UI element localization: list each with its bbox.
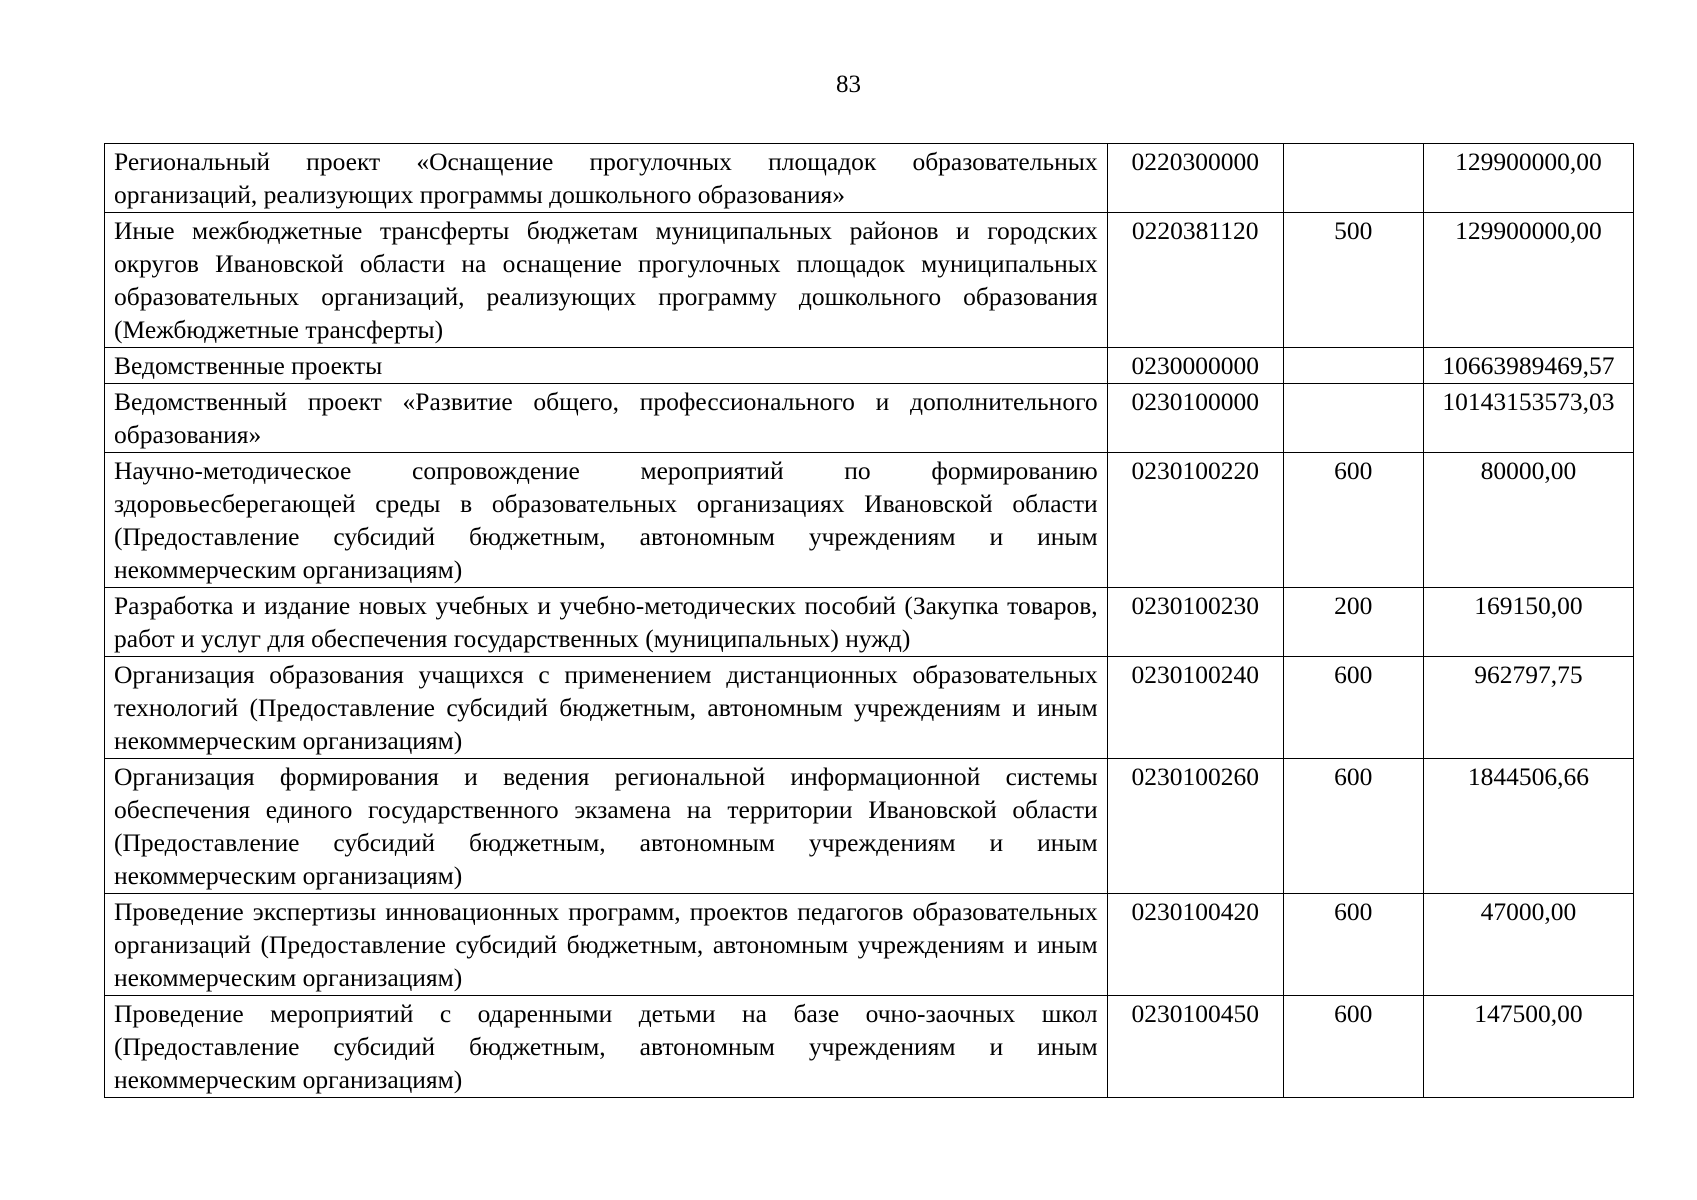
row-expense-type-cell: 600 — [1283, 996, 1423, 1098]
row-expense-type-cell — [1283, 384, 1423, 453]
row-expense-type-cell: 200 — [1283, 588, 1423, 657]
row-name-cell: Иные межбюджетные трансферты бюджетам муниципальных районов и городских округов Ивановской области на оснащение прогулочных площадок муниципальных образовательных организаций, реализующих программу дошкольного образования (Межбюджетные трансферты) — [105, 213, 1108, 348]
row-sum-cell: 47000,00 — [1423, 894, 1633, 996]
row-expense-type-cell — [1283, 348, 1423, 384]
row-sum-cell: 80000,00 — [1423, 453, 1633, 588]
row-name-cell: Научно-методическое сопровождение мероприятий по формированию здоровьесберегающей среды в образовательных организациях Ивановской области (Предоставление субсидий бюджетным, автономным учреждениям и иным некоммерческим организациям) — [105, 453, 1108, 588]
table-row — [105, 759, 1634, 894]
row-code-cell: 0230100230 — [1107, 588, 1283, 657]
row-code-cell: 0230100420 — [1107, 894, 1283, 996]
row-sum-cell: 10663989469,57 — [1423, 348, 1633, 384]
row-expense-type-cell: 600 — [1283, 657, 1423, 759]
row-sum-cell: 129900000,00 — [1423, 144, 1633, 213]
row-sum-cell: 1844506,66 — [1423, 759, 1633, 894]
table-row — [105, 657, 1634, 759]
row-name-cell: Ведомственные проекты — [105, 348, 1108, 384]
row-code-cell: 0230100220 — [1107, 453, 1283, 588]
row-name-cell: Проведение мероприятий с одаренными детьми на базе очно-заочных школ (Предоставление субсидий бюджетным, автономным учреждениям и иным некоммерческим организациям) — [105, 996, 1108, 1098]
row-sum-cell: 169150,00 — [1423, 588, 1633, 657]
row-code-cell: 0220381120 — [1107, 213, 1283, 348]
row-code-cell: 0230100240 — [1107, 657, 1283, 759]
table-row — [105, 144, 1634, 213]
page-number: 83 — [836, 71, 861, 98]
row-sum-cell: 129900000,00 — [1423, 213, 1633, 348]
row-sum-cell: 962797,75 — [1423, 657, 1633, 759]
table-row — [105, 894, 1634, 996]
table-row — [105, 453, 1634, 588]
row-sum-cell: 147500,00 — [1423, 996, 1633, 1098]
row-expense-type-cell: 600 — [1283, 894, 1423, 996]
row-code-cell: 0230000000 — [1107, 348, 1283, 384]
row-code-cell: 0220300000 — [1107, 144, 1283, 213]
table-row — [105, 996, 1634, 1098]
row-expense-type-cell: 600 — [1283, 759, 1423, 894]
row-expense-type-cell: 500 — [1283, 213, 1423, 348]
row-sum-cell: 10143153573,03 — [1423, 384, 1633, 453]
row-name-cell: Разработка и издание новых учебных и учебно-методических пособий (Закупка товаров, работ и услуг для обеспечения государственных (муниципальных) нужд) — [105, 588, 1108, 657]
row-name-cell: Региональный проект «Оснащение прогулочных площадок образовательных организаций, реализующих программы дошкольного образования» — [105, 144, 1108, 213]
table-row — [105, 213, 1634, 348]
row-code-cell: 0230100260 — [1107, 759, 1283, 894]
row-name-cell: Организация формирования и ведения региональной информационной системы обеспечения единого государственного экзамена на территории Ивановской области (Предоставление субсидий бюджетным, автономным учреждениям и иным некоммерческим организациям) — [105, 759, 1108, 894]
table-row — [105, 348, 1634, 384]
row-expense-type-cell: 600 — [1283, 453, 1423, 588]
row-expense-type-cell — [1283, 144, 1423, 213]
row-name-cell: Ведомственный проект «Развитие общего, профессионального и дополнительного образования» — [105, 384, 1108, 453]
row-name-cell: Проведение экспертизы инновационных программ, проектов педагогов образовательных организаций (Предоставление субсидий бюджетным, автономным учреждениям и иным некоммерческим организациям) — [105, 894, 1108, 996]
row-name-cell: Организация образования учащихся с применением дистанционных образовательных технологий (Предоставление субсидий бюджетным, автономным учреждениям и иным некоммерческим организациям) — [105, 657, 1108, 759]
table-row — [105, 588, 1634, 657]
budget-table — [104, 143, 1634, 1098]
row-code-cell: 0230100000 — [1107, 384, 1283, 453]
row-code-cell: 0230100450 — [1107, 996, 1283, 1098]
table-row — [105, 384, 1634, 453]
